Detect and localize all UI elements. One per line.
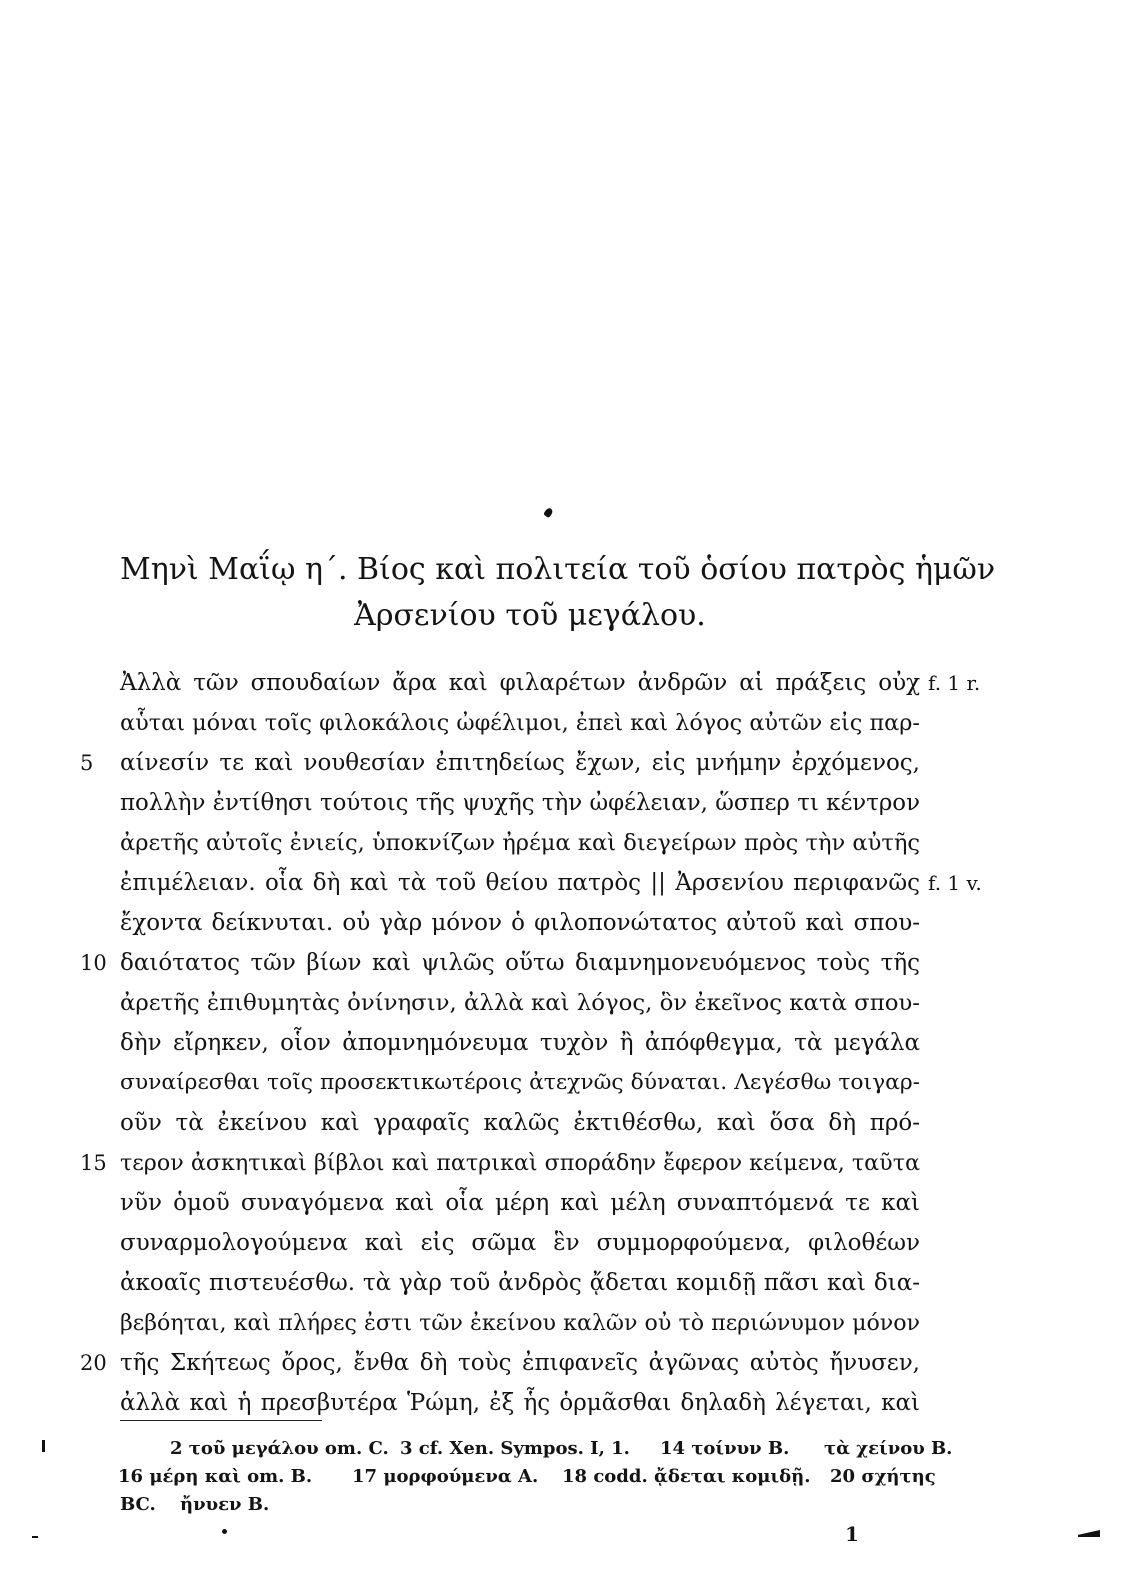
text-line: οῦν τὰ ἐκείνου καὶ γραφαῖς καλῶς ἐκτιθέσθω, καὶ ὅσα δὴ πρό- xyxy=(120,1110,920,1136)
text-line: ἐπιμέλειαν. οἷα δὴ καὶ τὰ τοῦ θείου πατρὸς || Ἀρσενίου περιφανῶς xyxy=(120,870,920,896)
text-line: συναρμολογούμενα καὶ εἰς σῶμα ἓν συμμορφούμενα, φιλοθέων xyxy=(120,1230,920,1256)
text-line: αίνεσίν τε καὶ νουθεσίαν ἐπιτηδείως ἔχων, εἰς μνήμην ἐρχόμενος, xyxy=(120,750,920,776)
text-line: νῦν ὁμοῦ συναγόμενα καὶ οἷα μέρη καὶ μέλη συναπτόμενά τε καὶ xyxy=(120,1190,920,1216)
text-line: πολλὴν ἐντίθησι τούτοις τῆς ψυχῆς τὴν ὠφέλειαν, ὥσπερ τι κέντρον xyxy=(120,790,920,816)
text-line: δαιότατος τῶν βίων καὶ ψιλῶς οὕτω διαμνημονευόμενος τοὺς τῆς xyxy=(120,950,920,976)
text-line: δὴν εἴρηκεν, οἷον ἀπομνημόνευμα τυχὸν ἢ ἀπόφθεγμα, τὰ μεγάλα xyxy=(120,1030,920,1056)
footnote-entry: τὰ χείνου B. xyxy=(824,1438,953,1459)
folio-note: f. 1 v. xyxy=(928,871,982,895)
text-line: τερον ἀσκητικαὶ βίβλοι καὶ πατρικαὶ σποράδην ἔφερον κείμενα, ταῦτα xyxy=(120,1150,920,1176)
ink-speck xyxy=(32,1536,38,1538)
text-line: ἀλλὰ καὶ ἡ πρεσβυτέρα Ῥώμη, ἐξ ἧς ὁρμᾶσθαι δηλαδὴ λέγεται, καὶ xyxy=(120,1390,920,1416)
line-number: 20 xyxy=(80,1351,107,1375)
footnote-rule xyxy=(120,1420,322,1421)
footnote-entry: 2 τοῦ μεγάλου om. C. xyxy=(170,1438,389,1459)
heading-line-2: Ἀρσενίου τοῦ μεγάλου. xyxy=(354,598,706,633)
footnote-entry: 16 μέρη καὶ om. B. xyxy=(118,1466,313,1487)
text-line: ἀρετῆς αὐτοῖς ἐνιείς, ὑποκνίζων ἠρέμα καὶ διεγείρων πρὸς τὴν αὐτῆς xyxy=(120,830,920,856)
text-line: βεβόηται, καὶ πλήρες ἐστι τῶν ἐκείνου καλῶν οὐ τὸ περιώνυμον μόνον xyxy=(120,1310,920,1336)
footnote-entry: BC. xyxy=(120,1494,156,1515)
page-number: 1 xyxy=(845,1522,859,1546)
folio-note: f. 1 r. xyxy=(928,671,981,695)
text-line: αὗται μόναι τοῖς φιλοκάλοις ὠφέλιμοι, ἐπεὶ καὶ λόγος αὐτῶν εἰς παρ- xyxy=(120,710,920,736)
footnote-entry: 18 codd. ᾄδεται κομιδῇ. xyxy=(562,1466,811,1487)
text-line: Ἀλλὰ τῶν σπουδαίων ἄρα καὶ φιλαρέτων ἀνδρῶν αἱ πράξεις οὐχ xyxy=(120,670,920,696)
footnote-entry: 3 cf. Xen. Sympos. I, 1. xyxy=(400,1438,630,1459)
text-line: συναίρεσθαι τοῖς προσεκτικωτέροις ἀτεχνῶς δύναται. Λεγέσθω τοιγαρ- xyxy=(120,1070,920,1095)
footnote-entry: 17 μορφούμενα A. xyxy=(352,1466,539,1487)
ink-speck xyxy=(42,1440,45,1452)
footnote-entry: ἤνυεν B. xyxy=(180,1494,270,1515)
ink-speck xyxy=(222,1529,227,1534)
text-line: τῆς Σκήτεως ὄρος, ἔνθα δὴ τοὺς ἐπιφανεῖς ἀγῶνας αὐτὸς ἤνυσεν, xyxy=(120,1350,920,1376)
ink-speck xyxy=(1078,1530,1100,1537)
footnote-entry: 14 τοίνυν B. xyxy=(660,1438,790,1459)
heading-line-1: Μηνὶ Μαΐῳ η΄. Βίος καὶ πολιτεία τοῦ ὁσίου πατρὸς ἡμῶν xyxy=(120,552,996,587)
text-line: ἀκοαῖς πιστευέσθω. τὰ γὰρ τοῦ ἀνδρὸς ᾄδεται κομιδῇ πᾶσι καὶ δια- xyxy=(120,1270,920,1296)
ink-speck xyxy=(543,507,554,518)
text-line: ἔχοντα δείκνυται. οὐ γὰρ μόνον ὁ φιλοπονώτατος αὐτοῦ καὶ σπου- xyxy=(120,910,920,936)
text-line: ἀρετῆς ἐπιθυμητὰς ὀνίνησιν, ἀλλὰ καὶ λόγος, ὃν ἐκεῖνος κατὰ σπου- xyxy=(120,990,920,1016)
footnote-entry: 20 σχήτης xyxy=(830,1466,936,1487)
line-number: 5 xyxy=(80,751,94,775)
line-number: 15 xyxy=(80,1151,107,1175)
line-number: 10 xyxy=(80,951,107,975)
